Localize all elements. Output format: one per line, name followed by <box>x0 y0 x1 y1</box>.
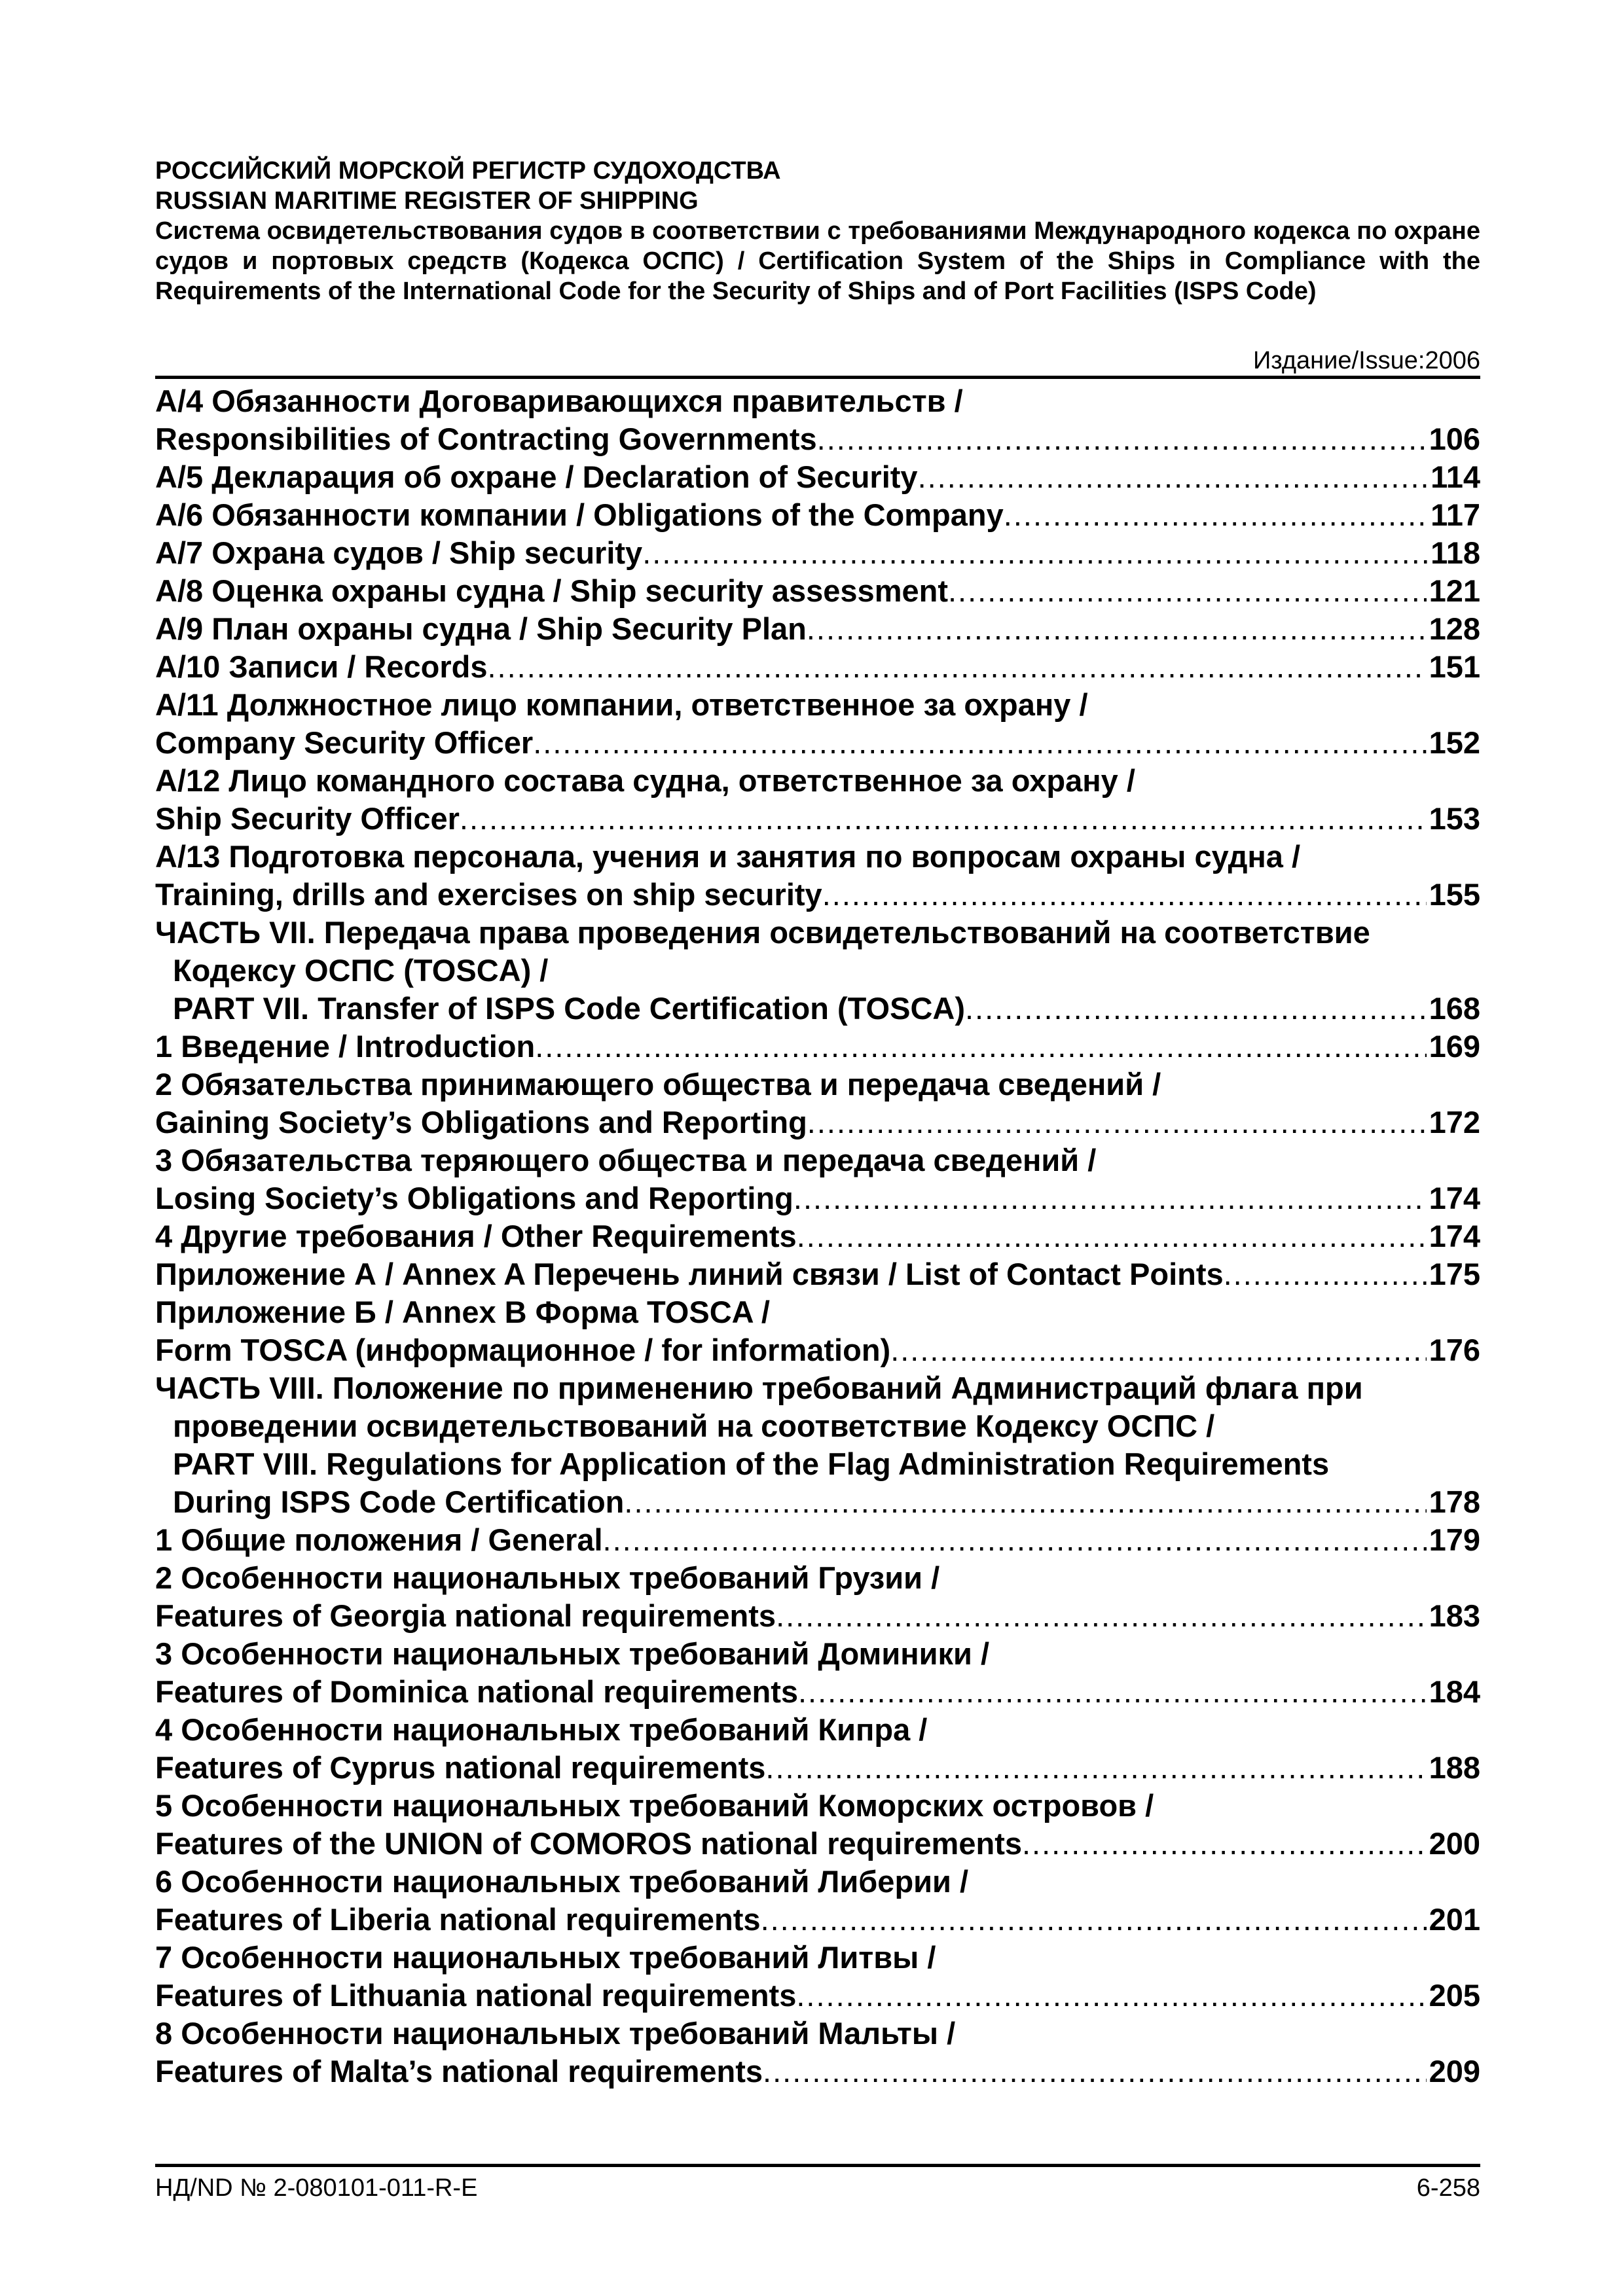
toc-page-number: 128 <box>1429 611 1480 646</box>
toc-entry-heading: Приложение Б / Annex B Форма TOSCA / <box>155 1295 770 1329</box>
toc-entry-heading: 6 Особенности национальных требований Либерии / <box>155 1864 969 1899</box>
dot-leader <box>603 1521 1427 1559</box>
document-page <box>155 0 1480 2296</box>
toc-entry-heading: 3 Особенности национальных требований Доминики / <box>155 1636 990 1671</box>
dot-leader <box>487 648 1426 686</box>
dot-leader <box>1022 1825 1427 1863</box>
dot-leader <box>796 1977 1426 2015</box>
toc-entry-title: Form TOSCA (информационное / for information) <box>155 1333 891 1367</box>
toc-entry[interactable] <box>155 420 1480 458</box>
header-divider <box>155 376 1480 379</box>
table-of-contents <box>155 382 1480 2090</box>
toc-entry[interactable] <box>155 1217 1480 1255</box>
toc-entry-title: Features of Cyprus national requirements <box>155 1750 766 1785</box>
document-number: НД/ND № 2-080101-011-R-E <box>155 2174 478 2202</box>
toc-page-number: 152 <box>1429 725 1480 760</box>
toc-entry[interactable] <box>155 800 1480 838</box>
toc-entry[interactable] <box>155 990 1480 1028</box>
toc-page-number: 201 <box>1429 1902 1480 1937</box>
toc-page-number: 209 <box>1429 2054 1480 2089</box>
toc-entry-heading: 2 Обязательства принимающего общества и передача сведений / <box>155 1067 1161 1102</box>
toc-entry[interactable] <box>155 572 1480 610</box>
dot-leader <box>793 1179 1427 1217</box>
footer-divider <box>155 2164 1480 2167</box>
toc-entry-title: Features of Lithuania national requirements <box>155 1978 797 2013</box>
toc-entry-heading: 8 Особенности национальных требований Мальты / <box>155 2016 956 2051</box>
toc-page-number: 106 <box>1429 422 1480 456</box>
toc-entry-title: 1 Введение / Introduction <box>155 1029 536 1064</box>
dot-leader <box>807 1103 1427 1141</box>
toc-entry-heading: 2 Особенности национальных требований Грузии / <box>155 1560 940 1595</box>
dot-leader <box>763 2053 1427 2090</box>
toc-entry[interactable] <box>155 1597 1480 1635</box>
toc-entry-title: Features of Malta’s national requirements <box>155 2054 763 2089</box>
dot-leader <box>1004 496 1428 534</box>
toc-page-number: 184 <box>1429 1674 1480 1709</box>
dot-leader <box>965 990 1427 1028</box>
toc-part-heading: PART VIII. Regulations for Application of the Flag Administration Requirements <box>173 1446 1330 1481</box>
toc-part-heading: Кодексу ОСПС (TOSCA) / <box>173 953 549 988</box>
toc-page-number: 183 <box>1429 1598 1480 1633</box>
toc-entry[interactable] <box>155 1255 1480 1293</box>
toc-entry[interactable] <box>155 1103 1480 1141</box>
toc-entry[interactable] <box>155 1749 1480 1787</box>
toc-entry-title: During ISPS Code Certification <box>173 1484 625 1519</box>
dot-leader <box>822 876 1427 914</box>
dot-leader <box>533 724 1426 762</box>
toc-page-number: 155 <box>1429 877 1480 912</box>
toc-entry-title: Responsibilities of Contracting Governments <box>155 422 817 456</box>
toc-entry-heading: 5 Особенности национальных требований Коморских островов / <box>155 1788 1154 1823</box>
toc-part-heading: ЧАСТЬ VII. Передача права проведения освидетельствований на соответствие <box>155 915 1370 950</box>
toc-entry-title: Training, drills and exercises on ship security <box>155 877 822 912</box>
toc-entry-title: Features of Dominica national requirements <box>155 1674 798 1709</box>
toc-entry[interactable] <box>155 1331 1480 1369</box>
toc-entry-title: Gaining Society’s Obligations and Reporting <box>155 1105 807 1139</box>
toc-entry[interactable] <box>155 876 1480 914</box>
toc-entry-title: 4 Другие требования / Other Requirements <box>155 1219 797 1253</box>
toc-entry-title: А/9 План охраны судна / Ship Security Plan <box>155 611 807 646</box>
dot-leader <box>624 1483 1426 1521</box>
toc-entry[interactable] <box>155 610 1480 648</box>
dot-leader <box>460 800 1427 838</box>
dot-leader <box>807 610 1427 648</box>
toc-entry-title: А/5 Декларация об охране / Declaration of Security <box>155 459 918 494</box>
dot-leader <box>797 1217 1427 1255</box>
toc-entry[interactable] <box>155 1179 1480 1217</box>
toc-page-number: 172 <box>1429 1105 1480 1139</box>
toc-entry-title: Features of the UNION of COMOROS national requirements <box>155 1826 1022 1861</box>
toc-page-number: 178 <box>1429 1484 1480 1519</box>
toc-page-number: 151 <box>1429 649 1480 684</box>
toc-part-heading: проведении освидетельствований на соответствие Кодексу ОСПС / <box>173 1408 1215 1443</box>
toc-entry-title: Features of Liberia national requirements <box>155 1902 761 1937</box>
toc-page-number: 175 <box>1429 1257 1480 1291</box>
dot-leader <box>890 1331 1426 1369</box>
dot-leader <box>776 1597 1427 1635</box>
toc-entry-heading: 7 Особенности национальных требований Литвы / <box>155 1940 936 1975</box>
toc-page-number: 153 <box>1429 801 1480 836</box>
toc-entry[interactable] <box>155 724 1480 762</box>
toc-page-number: 188 <box>1429 1750 1480 1785</box>
toc-entry-title: Ship Security Officer <box>155 801 460 836</box>
page-number: 6-258 <box>1416 2174 1480 2202</box>
toc-entry-title: PART VII. Transfer of ISPS Code Certification (TOSCA) <box>173 991 965 1026</box>
document-description: Система освидетельствования судов в соответствии с требованиями Международного кодекса по охране судов и портовых средств (Кодекса ОСПС) / Certification System of the Ships in Compliance with the Requirements of the International Code for the Security of Ships and of Port Facilities (ISPS Code) <box>155 217 1480 305</box>
dot-leader <box>761 1901 1427 1939</box>
toc-entry-title: А/6 Обязанности компании / Obligations of the Company <box>155 497 1004 532</box>
dot-leader <box>535 1028 1426 1066</box>
dot-leader <box>918 458 1429 496</box>
dot-leader <box>765 1749 1426 1787</box>
toc-page-number: 174 <box>1429 1181 1480 1215</box>
toc-entry[interactable] <box>155 1977 1480 2015</box>
toc-entry-title: Features of Georgia national requirements <box>155 1598 776 1633</box>
toc-entry[interactable] <box>155 2053 1480 2090</box>
dot-leader <box>642 534 1428 572</box>
toc-entry-title: А/8 Оценка охраны судна / Ship security assessment <box>155 573 948 608</box>
toc-entry[interactable] <box>155 1521 1480 1559</box>
organization-name-en: RUSSIAN MARITIME REGISTER OF SHIPPING <box>155 187 699 215</box>
toc-page-number: 200 <box>1429 1826 1480 1861</box>
toc-entry-title: Приложение А / Annex A Перечень линий связи / List of Contact Points <box>155 1257 1224 1291</box>
toc-entry[interactable] <box>155 1483 1480 1521</box>
dot-leader <box>798 1673 1427 1711</box>
toc-entry[interactable] <box>155 1028 1480 1066</box>
toc-page-number: 169 <box>1429 1029 1480 1064</box>
toc-entry[interactable] <box>155 458 1480 496</box>
toc-entry[interactable] <box>155 1673 1480 1711</box>
toc-entry[interactable] <box>155 534 1480 572</box>
toc-entry-title: Losing Society’s Obligations and Reporting <box>155 1181 793 1215</box>
toc-entry-heading: А/11 Должностное лицо компании, ответственное за охрану / <box>155 687 1088 722</box>
toc-page-number: 114 <box>1431 459 1480 494</box>
toc-entry-title: А/7 Охрана судов / Ship security <box>155 535 643 570</box>
toc-page-number: 205 <box>1429 1978 1480 2013</box>
toc-entry-title: 1 Общие положения / General <box>155 1522 603 1557</box>
toc-page-number: 179 <box>1429 1522 1480 1557</box>
dot-leader <box>1224 1255 1427 1293</box>
toc-entry[interactable] <box>155 648 1480 686</box>
toc-entry[interactable] <box>155 1901 1480 1939</box>
toc-page-number: 176 <box>1429 1333 1480 1367</box>
toc-page-number: 117 <box>1431 497 1480 532</box>
toc-entry-heading: 3 Обязательства теряющего общества и передача сведений / <box>155 1143 1097 1177</box>
toc-entry[interactable] <box>155 1825 1480 1863</box>
toc-page-number: 121 <box>1429 573 1480 608</box>
toc-entry-title: Company Security Officer <box>155 725 534 760</box>
toc-page-number: 168 <box>1429 991 1480 1026</box>
toc-entry[interactable] <box>155 496 1480 534</box>
toc-entry-heading: А/12 Лицо командного состава судна, ответственное за охрану / <box>155 763 1135 798</box>
toc-entry-heading: А/13 Подготовка персонала, учения и занятия по вопросам охраны судна / <box>155 839 1301 874</box>
dot-leader <box>948 572 1427 610</box>
organization-name-ru: РОССИЙСКИЙ МОРСКОЙ РЕГИСТР СУДОХОДСТВА <box>155 157 781 185</box>
toc-page-number: 118 <box>1431 535 1480 570</box>
toc-entry-heading: А/4 Обязанности Договаривающихся правительств / <box>155 384 963 418</box>
toc-entry-title: А/10 Записи / Records <box>155 649 488 684</box>
toc-entry-heading: 4 Особенности национальных требований Кипра / <box>155 1712 928 1747</box>
toc-part-heading: ЧАСТЬ VIII. Положение по применению требований Администраций флага при <box>155 1371 1363 1405</box>
issue-label: Издание/Issue:2006 <box>1252 347 1480 374</box>
dot-leader <box>817 420 1427 458</box>
toc-page-number: 174 <box>1429 1219 1480 1253</box>
